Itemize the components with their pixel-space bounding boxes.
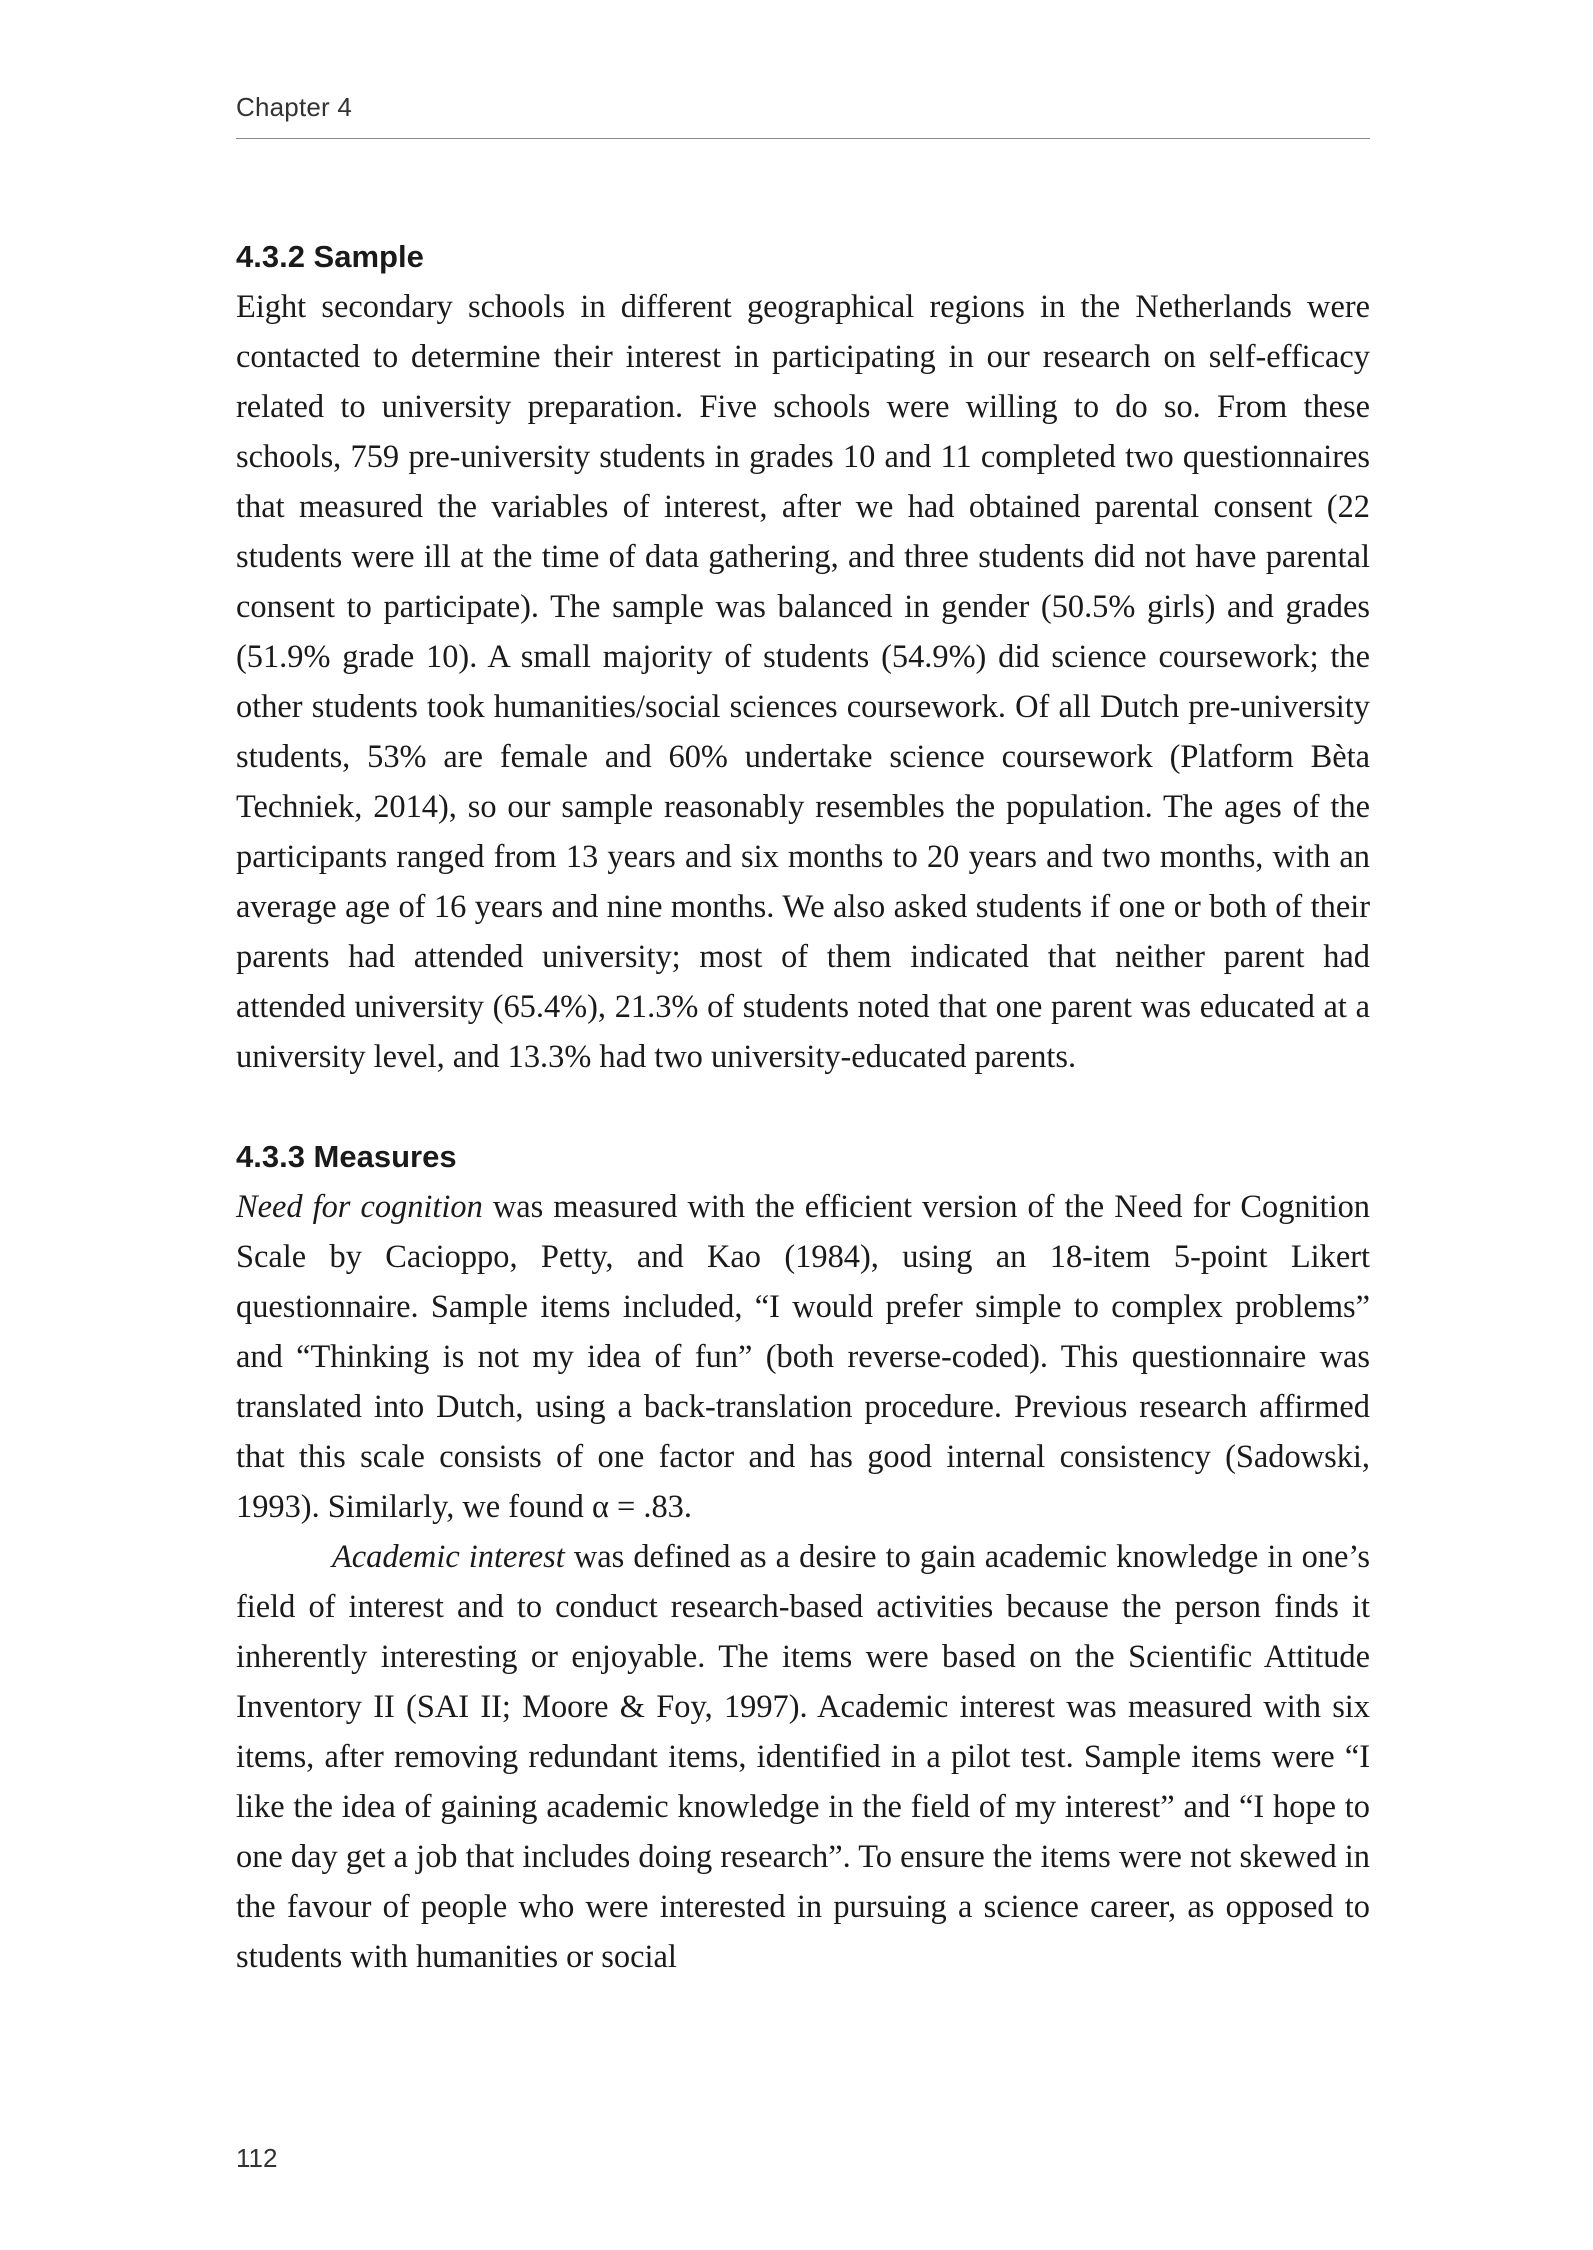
section-heading-measures: 4.3.3 Measures xyxy=(236,1139,457,1174)
academic-interest-paragraph xyxy=(236,1532,1370,1982)
need-for-cognition-text: was measured with the efficient version of the Need for Cognition Scale by Cacioppo, Petty, and Kao (1984), using an 18-item 5-point Likert questionnaire. Sample items included, “I would prefer simple to complex problems” and “Thinking is not my idea of fun” (both reverse-coded). This questionnaire was translated into Dutch, using a back-translation procedure. Previous research affirmed that this scale consists of one factor and has good internal consistency (Sadowski, 1993). Similarly, we found α = .83. xyxy=(236,1189,1370,1525)
header-rule xyxy=(236,138,1370,139)
section-gap xyxy=(236,1082,1370,1132)
need-for-cognition-paragraph xyxy=(236,1182,1370,1532)
term-need-for-cognition: Need for cognition xyxy=(236,1189,483,1225)
running-head: Chapter 4 xyxy=(236,92,352,122)
term-academic-interest: Academic interest xyxy=(332,1539,565,1575)
section-heading-sample: 4.3.2 Sample xyxy=(236,239,424,274)
main-content xyxy=(236,232,1370,1982)
academic-interest-text: was defined as a desire to gain academic knowledge in one’s field of interest and to conduct research-based activities because the person finds it inherently interesting or enjoyable. The items were based on the Scientific Attitude Inventory II (SAI II; Moore & Foy, 1997). Academic interest was measured with six items, after removing redundant items, identified in a pilot test. Sample items were “I like the idea of gaining academic knowledge in the field of my interest” and “I hope to one day get a job that includes doing research”. To ensure the items were not skewed in the favour of people who were interested in pursuing a science career, as opposed to students with humanities or social xyxy=(236,1539,1371,1975)
sample-paragraph: Eight secondary schools in different geographical regions in the Netherlands were contacted to determine their interest in participating in our research on self-efficacy related to university preparation. Five schools were willing to do so. From these schools, 759 pre-university students in grades 10 and 11 completed two questionnaires that measured the variables of interest, after we had obtained parental consent (22 students were ill at the time of data gathering, and three students did not have parental consent to participate). The sample was balanced in gender (50.5% girls) and grades (51.9% grade 10). A small majority of students (54.9%) did science coursework; the other students took humanities/social sciences coursework. Of all Dutch pre-university students, 53% are female and 60% undertake science coursework (Platform Bèta Techniek, 2014), so our sample reasonably resembles the population. The ages of the participants ranged from 13 years and six months to 20 years and two months, with an average age of 16 years and nine months. We also asked students if one or both of their parents had attended university; most of them indicated that neither parent had attended university (65.4%), 21.3% of students noted that one parent was educated at a university level, and 13.3% had two university-educated parents. xyxy=(236,289,1370,1075)
page-number: 112 xyxy=(236,2143,278,2173)
